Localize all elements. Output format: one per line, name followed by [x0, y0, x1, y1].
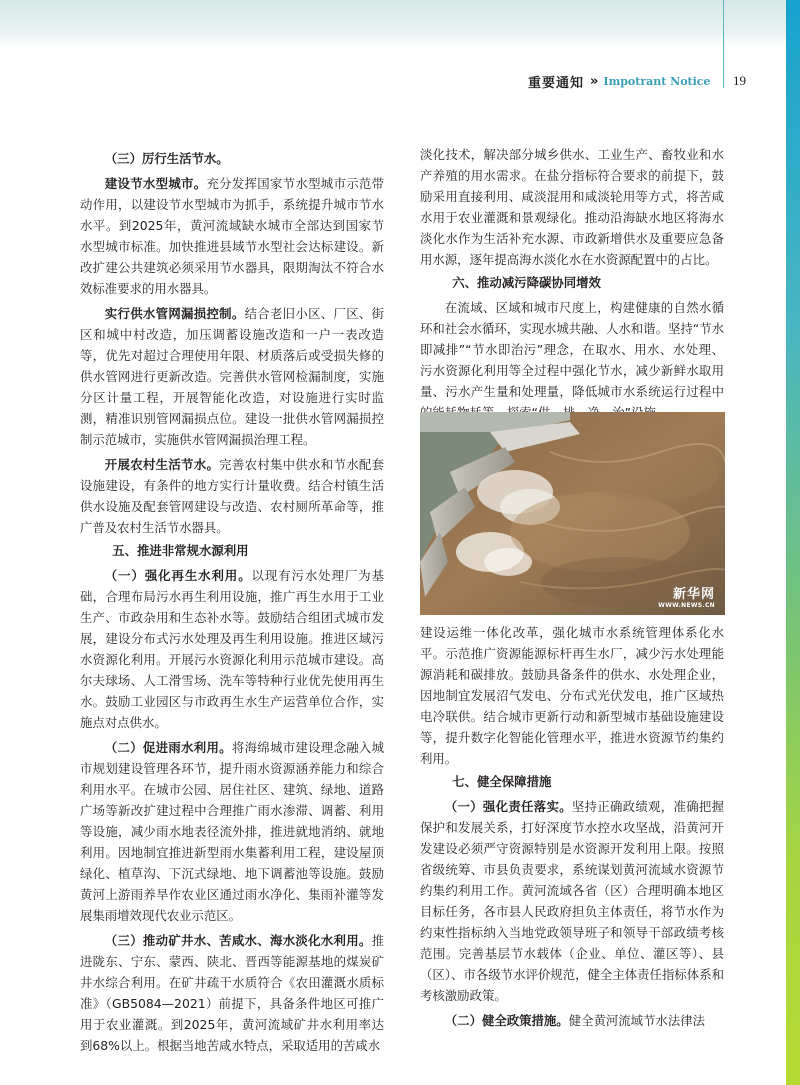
body-paragraph: [80, 454, 384, 538]
right-column-bottom: [420, 622, 724, 1031]
section-title: 重要通知: [528, 75, 585, 91]
section-title-en: Impotrant Notice: [603, 74, 711, 88]
body-paragraph: [80, 565, 384, 733]
paragraph-text: 将海绵城市建设理念融入城市规划建设管理各环节，提升雨水资源涵养能力和综合利用水平。在城市公园、居住社区、建筑、绿地、道路广场等新改扩建过程中合理推广雨水渗滞、调蓄、利用等设施，减少雨水地表径流外排，推进就地消纳、就地利用。因地制宜推进新型雨水集蓄利用工程，建设屋顶绿化、植草沟、下沉式绿地、地下调蓄池等设施。鼓励黄河上游雨养旱作农业区通过雨水净化、集雨补灌等发展集雨增效现代农业示范区。: [80, 740, 385, 923]
paragraph-lead: （二）健全政策措施。: [444, 1013, 569, 1028]
paragraph-text: 推进陇东、宁东、蒙西、陕北、晋西等能源基地的煤炭矿井水综合利用。在矿井疏干水质符合《农田灌溉水质标准》（GB5084—2021）前提下，具备条件地区可推广用于农业灌溉。到2025年，黄河流域矿井水利用率达到68%以上。根据当地苦咸水特点，采取适用的苦咸水: [80, 933, 384, 1053]
paragraph-lead: 实行供水管网漏损控制。: [104, 306, 245, 321]
right-column-top: [420, 144, 724, 423]
paragraph-lead: 建设节水型城市。: [104, 176, 207, 191]
xinhua-watermark: [658, 583, 715, 609]
paragraph-text: 完善农村集中供水和节水配套设施建设，有条件的地方实行计量收费。结合村镇生活供水设施及配套管网建设与改造、农村厕所革命等，推广普及农村生活节水器具。: [80, 457, 385, 535]
paragraph-lead: 开展农村生活节水。: [104, 457, 220, 472]
body-paragraph: [420, 144, 724, 270]
paragraph-text: 坚持正确政绩观，准确把握保护和发展关系，打好深度节水控水攻坚战，沿黄河开发建设必须严守资源特别是水资源开发利用上限。按照省级统筹、市县负责要求，系统谋划黄河流域水资源节约集约利用工作。黄河流域各省（区）合理明确本地区目标任务，各市县人民政府担负主体责任，将节水作为约束性指标纳入当地党政领导班子和领导干部政绩考核范围。完善基层节水载体（企业、单位、灌区等）、县（区）、市各级节水评价规范，健全主体责任指标体系和考核激励政策。: [420, 799, 725, 1003]
paragraph-lead: （一）强化责任落实。: [444, 799, 572, 814]
side-color-bar: [786, 0, 800, 1085]
paragraph-text: 结合老旧小区、厂区、街区和城中村改造，加压调蓄设施改造和一户一表改造等，优先对超过合理使用年限、材质落后或受损失修的供水管网进行更新改造。完善供水管网检漏制度，实施分区计量工程，开展智能化改造，对设施进行实时监测，精准识别管网漏损点位。建设一批供水管网漏损控制示范城市，实施供水管网漏损治理工程。: [80, 306, 385, 447]
paragraph-text: 建设运维一体化改革，强化城市水系统管理体系化水平。示范推广资源能源标杆再生水厂，减少污水处理能源消耗和碳排放。鼓励具备条件的供水、水处理企业，因地制宜发展沼气发电、分布式光伏发电，推广区域热电冷联供。结合城市更新行动和新型城市基础设施建设等，提升数字化智能化管理水平，推进水资源节约集约利用。: [420, 625, 724, 766]
body-paragraph: [80, 173, 384, 299]
body-paragraph: [420, 622, 724, 769]
paragraph-lead: （二）促进雨水利用。: [104, 740, 232, 755]
top-band: [0, 0, 800, 46]
body-paragraph: [80, 303, 384, 450]
paragraph-text: 充分发挥国家节水型城市示范带动作用，以建设节水型城市为抓手，系统提升城市节水水平。到2025年，黄河流域缺水城市全部达到国家节水型城市标准。加快推进县域节水型社会达标建设。新改扩建公共建筑必须采用节水器具，限期淘汰不符合水效标准要求的用水器具。: [80, 176, 385, 296]
paragraph-text: 健全黄河流域节水法律法: [568, 1013, 705, 1028]
water-treatment-photo: [420, 412, 725, 615]
section-heading: 六、推动减污降碳协同增效: [452, 275, 601, 290]
body-paragraph: [80, 930, 384, 1056]
double-chevron-icon: »: [590, 73, 599, 89]
paragraph-lead: （一）强化再生水利用。: [104, 568, 252, 583]
body-paragraph: [420, 796, 724, 1006]
watermark-text: 新华网: [672, 587, 715, 602]
page-number: 19: [733, 73, 746, 88]
left-column: [80, 144, 384, 1056]
paragraph-lead: （三）推动矿井水、苦咸水、海水淡化水利用。: [104, 933, 372, 948]
header-divider-line: [723, 0, 724, 88]
page-header: [528, 71, 746, 91]
body-paragraph: [80, 737, 384, 926]
section-heading: 七、健全保障措施: [452, 774, 552, 789]
section-heading: 五、推进非常规水源利用: [112, 543, 249, 558]
paragraph-text: 淡化技术，解决部分城乡供水、工业生产、畜牧业和水产养殖的用水需求。在盐分指标符合要求的前提下，鼓励采用直接利用、咸淡混用和咸淡轮用等方式，将苦咸水用于农业灌溉和景观绿化。推动沿海缺水地区将海水淡化水作为生活补充水源、市政新增供水及重要应急备用水源，逐年提高海水淡化水在水资源配置中的占比。: [420, 147, 724, 267]
subsection-heading: （三）厉行生活节水。: [104, 151, 229, 166]
watermark-url: WWW.NEWS.CN: [658, 602, 715, 609]
body-paragraph: [420, 1010, 724, 1031]
paragraph-text: 在流域、区域和城市尺度上，构建健康的自然水循环和社会水循环，实现水城共融、人水和谐。坚持“节水即减排”“节水即治污”理念，在取水、用水、水处理、污水资源化利用等全过程中强化节水，减少新鲜水取用量、污水产生量和处理量，降低城市水系统运行过程中: [420, 300, 724, 399]
paragraph-text: 以现有污水处理厂为基础，合理布局污水再生利用设施，推广再生水用于工业生产、市政杂用和生态补水等。鼓励结合组团式城市发展，建设分布式污水处理及再生利用设施。推进区域污水资源化利用。开展污水资源化利用示范城市建设。高尔夫球场、人工滑雪场、洗车等特种行业优先使用再生水。鼓励工业园区与市政再生水生产运营单位合作，实施点对点供水。: [80, 568, 385, 730]
body-paragraph: [420, 297, 724, 423]
